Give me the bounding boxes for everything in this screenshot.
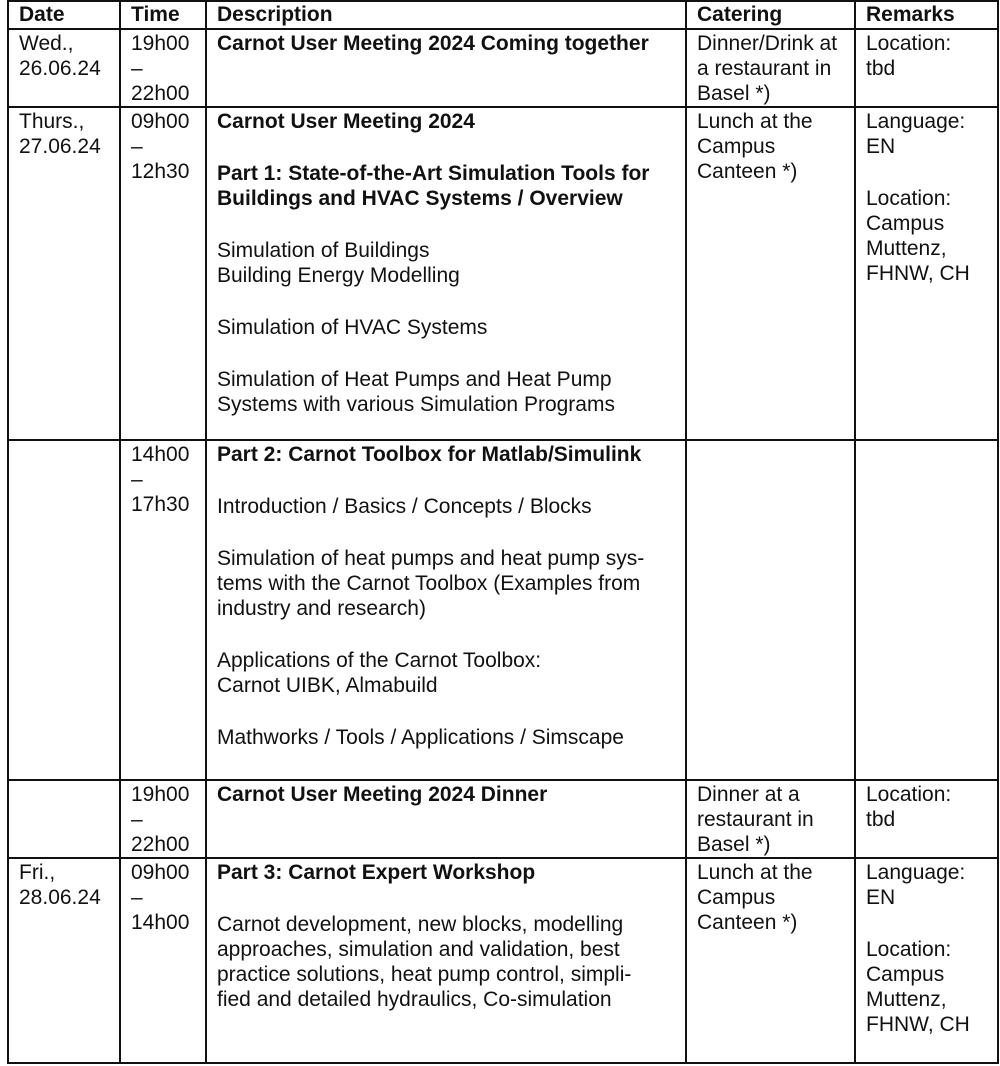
time-text: 09h00 xyxy=(131,861,190,884)
description-cell xyxy=(206,858,686,1063)
topic-text: Introduction / Basics / Concepts / Blocks xyxy=(217,495,592,518)
remarks-text: Location: xyxy=(866,938,952,961)
date-text: Thurs., xyxy=(19,110,85,133)
remarks-text: Campus xyxy=(866,212,945,235)
date-cell xyxy=(8,858,120,1063)
time-text: 22h00 xyxy=(131,833,190,856)
date-text: 26.06.24 xyxy=(19,57,101,80)
topic-text: industry and research) xyxy=(217,597,426,620)
catering-cell xyxy=(686,107,855,440)
time-cell xyxy=(120,858,206,1063)
agenda-table xyxy=(7,0,999,1064)
table-row xyxy=(8,858,998,1063)
catering-text: Lunch at the xyxy=(697,861,813,884)
remarks-text: FHNW, CH xyxy=(866,1013,970,1036)
remarks-text: Location: xyxy=(866,32,952,55)
topic-text: Systems with various Simulation Programs xyxy=(217,393,615,416)
topic-text: Simulation of HVAC Systems xyxy=(217,316,488,339)
time-text: 19h00 xyxy=(131,32,190,55)
topic-text: Simulation of heat pumps and heat pump sys- xyxy=(217,547,645,570)
catering-cell xyxy=(686,780,855,858)
time-text: – xyxy=(131,135,143,158)
description-cell xyxy=(206,107,686,440)
table-row xyxy=(8,780,998,858)
table-row xyxy=(8,440,998,780)
date-text: Fri., xyxy=(19,861,56,884)
description-cell xyxy=(206,29,686,107)
time-text: 17h30 xyxy=(131,493,190,516)
time-text: 09h00 xyxy=(131,110,190,133)
catering-text: restaurant in xyxy=(697,808,814,831)
session-part-title: Buildings and HVAC Systems / Overview xyxy=(217,187,623,210)
time-text: – xyxy=(131,886,143,909)
topic-text: Mathworks / Tools / Applications / Simscape xyxy=(217,726,624,749)
time-text: 19h00 xyxy=(131,783,190,806)
table-row xyxy=(8,107,998,440)
session-part-title: Part 1: State-of-the-Art Simulation Tools for xyxy=(217,162,650,185)
time-cell xyxy=(120,107,206,440)
date-text: Wed., xyxy=(19,32,74,55)
topic-text: Building Energy Modelling xyxy=(217,264,460,287)
catering-text: Canteen *) xyxy=(697,160,798,183)
session-title: Carnot User Meeting 2024 Dinner xyxy=(217,783,548,806)
time-text: 14h00 xyxy=(131,911,190,934)
topic-text: Simulation of Heat Pumps and Heat Pump xyxy=(217,368,612,391)
topic-text: approaches, simulation and validation, best xyxy=(217,938,620,961)
session-part-title: Part 2: Carnot Toolbox for Matlab/Simulink xyxy=(217,443,642,466)
session-part-title: Part 3: Carnot Expert Workshop xyxy=(217,861,536,884)
date-cell xyxy=(8,29,120,107)
remarks-text: Muttenz, xyxy=(866,988,947,1011)
date-text: 28.06.24 xyxy=(19,886,101,909)
remarks-text: Muttenz, xyxy=(866,237,947,260)
catering-cell xyxy=(686,858,855,1063)
catering-cell xyxy=(686,29,855,107)
description-cell xyxy=(206,780,686,858)
column-header-remarks: Remarks xyxy=(855,1,998,29)
time-cell xyxy=(120,440,206,780)
catering-text: Dinner/Drink at xyxy=(697,32,838,55)
time-cell xyxy=(120,29,206,107)
column-header-description: Description xyxy=(206,1,686,29)
topic-text: tems with the Carnot Toolbox (Examples from xyxy=(217,572,641,595)
remarks-text: Language: xyxy=(866,861,966,884)
remarks-text: Location: xyxy=(866,783,952,806)
time-text: – xyxy=(131,57,143,80)
column-header-time: Time xyxy=(120,1,206,29)
remarks-text: FHNW, CH xyxy=(866,262,970,285)
time-text: 22h00 xyxy=(131,82,190,105)
catering-text: Lunch at the xyxy=(697,110,813,133)
catering-text: Campus xyxy=(697,886,776,909)
time-text: 12h30 xyxy=(131,160,190,183)
column-header-date: Date xyxy=(8,1,120,29)
topic-text: Carnot UIBK, Almabuild xyxy=(217,674,438,697)
remarks-text: tbd xyxy=(866,808,896,831)
catering-text: a restaurant in xyxy=(697,57,832,80)
session-title: Carnot User Meeting 2024 Coming together xyxy=(217,32,649,55)
topic-text: fied and detailed hydraulics, Co-simulation xyxy=(217,988,612,1011)
column-header-catering: Catering xyxy=(686,1,855,29)
remarks-cell xyxy=(855,858,998,1063)
table-row xyxy=(8,29,998,107)
date-cell xyxy=(8,440,120,780)
topic-text: Carnot development, new blocks, modelling xyxy=(217,913,624,936)
time-text: – xyxy=(131,808,143,831)
time-text: – xyxy=(131,468,143,491)
session-title: Carnot User Meeting 2024 xyxy=(217,110,475,133)
catering-text: Dinner at a xyxy=(697,783,800,806)
remarks-cell xyxy=(855,107,998,440)
time-cell xyxy=(120,780,206,858)
catering-cell xyxy=(686,440,855,780)
remarks-text: EN xyxy=(866,886,896,909)
date-cell xyxy=(8,780,120,858)
time-text: 14h00 xyxy=(131,443,190,466)
remarks-cell xyxy=(855,780,998,858)
catering-text: Basel *) xyxy=(697,833,771,856)
topic-text: Simulation of Buildings xyxy=(217,239,430,262)
catering-text: Canteen *) xyxy=(697,911,798,934)
remarks-cell xyxy=(855,440,998,780)
description-cell xyxy=(206,440,686,780)
header-row xyxy=(8,1,998,29)
topic-text: practice solutions, heat pump control, simpli- xyxy=(217,963,632,986)
catering-text: Basel *) xyxy=(697,82,771,105)
remarks-cell xyxy=(855,29,998,107)
remarks-text: Campus xyxy=(866,963,945,986)
catering-text: Campus xyxy=(697,135,776,158)
date-cell xyxy=(8,107,120,440)
remarks-text: EN xyxy=(866,135,896,158)
topic-text: Applications of the Carnot Toolbox: xyxy=(217,649,542,672)
remarks-text: Location: xyxy=(866,187,952,210)
date-text: 27.06.24 xyxy=(19,135,101,158)
remarks-text: tbd xyxy=(866,57,896,80)
remarks-text: Language: xyxy=(866,110,966,133)
